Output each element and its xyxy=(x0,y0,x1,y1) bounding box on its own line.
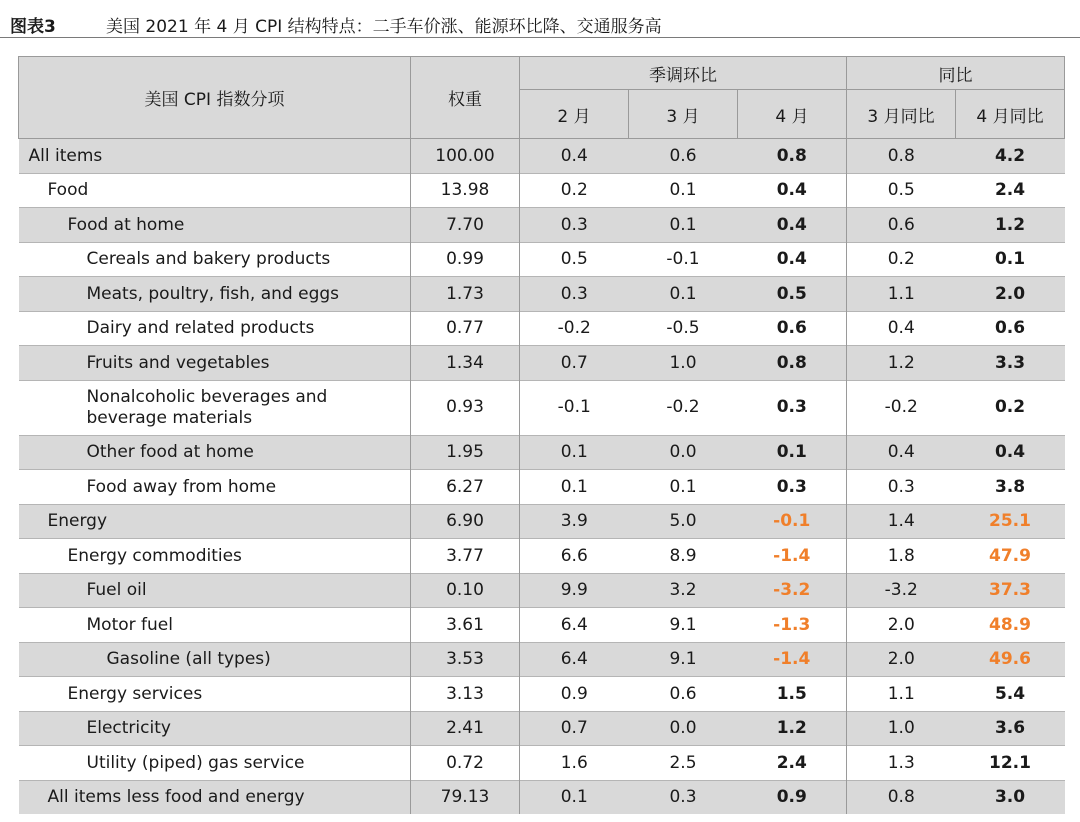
row-mom-mar: 2.5 xyxy=(629,746,738,781)
row-mom-apr: 0.1 xyxy=(738,435,847,470)
row-item-line2: beverage materials xyxy=(86,407,253,428)
row-yoy-mar: 1.1 xyxy=(847,277,956,312)
table-row xyxy=(19,504,1065,539)
row-yoy-apr: 0.2 xyxy=(956,380,1065,435)
row-yoy-apr: 12.1 xyxy=(956,746,1065,781)
table-row xyxy=(19,346,1065,381)
row-mom-apr: 0.5 xyxy=(738,277,847,312)
table-row xyxy=(19,173,1065,208)
row-mom-mar: 0.6 xyxy=(629,139,738,174)
row-weight: 0.72 xyxy=(411,746,520,781)
table-row xyxy=(19,677,1065,712)
row-yoy-apr: 2.0 xyxy=(956,277,1065,312)
row-yoy-apr: 1.2 xyxy=(956,208,1065,243)
row-weight: 79.13 xyxy=(411,780,520,814)
row-yoy-apr: 48.9 xyxy=(956,608,1065,643)
table-row xyxy=(19,139,1065,174)
row-mom-feb: 0.5 xyxy=(520,242,629,277)
row-yoy-mar: 1.3 xyxy=(847,746,956,781)
row-yoy-apr: 0.6 xyxy=(956,311,1065,346)
row-mom-mar: 8.9 xyxy=(629,539,738,574)
row-mom-apr: 0.8 xyxy=(738,346,847,381)
table-row xyxy=(19,435,1065,470)
row-mom-apr: 0.9 xyxy=(738,780,847,814)
row-weight: 1.95 xyxy=(411,435,520,470)
table-row xyxy=(19,711,1065,746)
row-mom-apr: 0.6 xyxy=(738,311,847,346)
row-mom-feb: 1.6 xyxy=(520,746,629,781)
row-mom-feb: 6.6 xyxy=(520,539,629,574)
row-yoy-apr: 2.4 xyxy=(956,173,1065,208)
row-weight: 1.34 xyxy=(411,346,520,381)
row-mom-feb: -0.2 xyxy=(520,311,629,346)
row-yoy-mar: 1.0 xyxy=(847,711,956,746)
header-mom-group: 季调环比 xyxy=(520,57,847,90)
table-header xyxy=(19,57,1065,139)
row-item: Fruits and vegetables xyxy=(19,346,411,381)
row-mom-mar: 3.2 xyxy=(629,573,738,608)
row-item: Fuel oil xyxy=(19,573,411,608)
row-item-line1: Nonalcoholic beverages and xyxy=(86,386,328,407)
row-yoy-apr: 37.3 xyxy=(956,573,1065,608)
row-yoy-mar: 0.6 xyxy=(847,208,956,243)
row-yoy-apr: 3.6 xyxy=(956,711,1065,746)
row-weight: 2.41 xyxy=(411,711,520,746)
row-mom-apr: 0.4 xyxy=(738,242,847,277)
row-weight: 3.77 xyxy=(411,539,520,574)
row-mom-feb: 9.9 xyxy=(520,573,629,608)
header-mom-mar: 3 月 xyxy=(629,90,738,139)
row-mom-mar: 0.0 xyxy=(629,435,738,470)
row-yoy-mar: 0.3 xyxy=(847,470,956,505)
row-yoy-mar: 1.1 xyxy=(847,677,956,712)
table-row xyxy=(19,277,1065,312)
row-yoy-apr: 49.6 xyxy=(956,642,1065,677)
row-mom-feb: 6.4 xyxy=(520,608,629,643)
row-yoy-mar: 0.5 xyxy=(847,173,956,208)
row-yoy-apr: 5.4 xyxy=(956,677,1065,712)
row-mom-mar: 0.1 xyxy=(629,470,738,505)
row-mom-feb: 0.2 xyxy=(520,173,629,208)
row-item: Food away from home xyxy=(19,470,411,505)
table-row xyxy=(19,208,1065,243)
row-yoy-apr: 4.2 xyxy=(956,139,1065,174)
row-yoy-mar: 0.2 xyxy=(847,242,956,277)
row-item: Electricity xyxy=(19,711,411,746)
row-yoy-mar: 2.0 xyxy=(847,642,956,677)
row-weight: 0.99 xyxy=(411,242,520,277)
figure-title: 美国 2021 年 4 月 CPI 结构特点：二手车价涨、能源环比降、交通服务高 xyxy=(106,17,662,37)
table-row xyxy=(19,642,1065,677)
row-mom-apr: 2.4 xyxy=(738,746,847,781)
figure-label: 图表3 xyxy=(10,17,56,37)
table-row xyxy=(19,539,1065,574)
row-mom-mar: 9.1 xyxy=(629,608,738,643)
row-weight: 0.77 xyxy=(411,311,520,346)
row-yoy-apr: 3.8 xyxy=(956,470,1065,505)
figure-caption xyxy=(0,0,1080,38)
row-item: Food xyxy=(19,173,411,208)
row-mom-apr: 0.3 xyxy=(738,470,847,505)
row-mom-mar: 0.1 xyxy=(629,277,738,312)
row-mom-feb: 0.4 xyxy=(520,139,629,174)
row-weight: 3.61 xyxy=(411,608,520,643)
table-row xyxy=(19,311,1065,346)
row-item: Food at home xyxy=(19,208,411,243)
row-item: Energy xyxy=(19,504,411,539)
row-mom-apr: -1.3 xyxy=(738,608,847,643)
row-mom-feb: 6.4 xyxy=(520,642,629,677)
header-yoy-group: 同比 xyxy=(847,57,1065,90)
header-item: 美国 CPI 指数分项 xyxy=(19,57,411,139)
row-mom-feb: 0.1 xyxy=(520,470,629,505)
row-mom-feb: 0.7 xyxy=(520,346,629,381)
table-row xyxy=(19,608,1065,643)
table-row xyxy=(19,746,1065,781)
row-mom-mar: 0.6 xyxy=(629,677,738,712)
row-mom-mar: -0.5 xyxy=(629,311,738,346)
row-yoy-mar: -3.2 xyxy=(847,573,956,608)
table-row xyxy=(19,380,1065,435)
row-item xyxy=(19,380,411,435)
row-mom-apr: 0.4 xyxy=(738,173,847,208)
row-mom-apr: 1.5 xyxy=(738,677,847,712)
row-mom-feb: 0.9 xyxy=(520,677,629,712)
row-mom-feb: 0.1 xyxy=(520,435,629,470)
header-mom-feb: 2 月 xyxy=(520,90,629,139)
row-mom-feb: -0.1 xyxy=(520,380,629,435)
row-weight: 6.90 xyxy=(411,504,520,539)
row-item: All items less food and energy xyxy=(19,780,411,814)
row-yoy-apr: 3.0 xyxy=(956,780,1065,814)
row-mom-apr: -0.1 xyxy=(738,504,847,539)
row-yoy-mar: 1.8 xyxy=(847,539,956,574)
row-mom-mar: 0.0 xyxy=(629,711,738,746)
row-item: Cereals and bakery products xyxy=(19,242,411,277)
row-mom-feb: 0.1 xyxy=(520,780,629,814)
row-yoy-apr: 0.4 xyxy=(956,435,1065,470)
row-yoy-mar: 0.4 xyxy=(847,311,956,346)
row-item: Energy services xyxy=(19,677,411,712)
row-weight: 100.00 xyxy=(411,139,520,174)
row-mom-feb: 0.3 xyxy=(520,208,629,243)
row-item: Utility (piped) gas service xyxy=(19,746,411,781)
row-weight: 0.93 xyxy=(411,380,520,435)
row-yoy-mar: 1.4 xyxy=(847,504,956,539)
row-mom-apr: -1.4 xyxy=(738,539,847,574)
row-yoy-mar: -0.2 xyxy=(847,380,956,435)
row-mom-mar: 0.3 xyxy=(629,780,738,814)
row-yoy-apr: 25.1 xyxy=(956,504,1065,539)
row-weight: 3.53 xyxy=(411,642,520,677)
row-mom-mar: 1.0 xyxy=(629,346,738,381)
row-item: Energy commodities xyxy=(19,539,411,574)
row-yoy-mar: 1.2 xyxy=(847,346,956,381)
row-mom-feb: 0.7 xyxy=(520,711,629,746)
row-mom-mar: 0.1 xyxy=(629,173,738,208)
table-body xyxy=(19,139,1065,815)
row-mom-apr: -3.2 xyxy=(738,573,847,608)
row-item: Other food at home xyxy=(19,435,411,470)
row-item: Motor fuel xyxy=(19,608,411,643)
row-mom-mar: -0.1 xyxy=(629,242,738,277)
row-yoy-mar: 0.8 xyxy=(847,139,956,174)
row-mom-apr: 0.3 xyxy=(738,380,847,435)
row-yoy-apr: 0.1 xyxy=(956,242,1065,277)
table-row xyxy=(19,470,1065,505)
row-mom-apr: 0.8 xyxy=(738,139,847,174)
row-mom-mar: -0.2 xyxy=(629,380,738,435)
row-yoy-apr: 47.9 xyxy=(956,539,1065,574)
row-item: Meats, poultry, fish, and eggs xyxy=(19,277,411,312)
row-yoy-apr: 3.3 xyxy=(956,346,1065,381)
header-yoy-mar: 3 月同比 xyxy=(847,90,956,139)
row-mom-feb: 3.9 xyxy=(520,504,629,539)
row-weight: 7.70 xyxy=(411,208,520,243)
row-mom-feb: 0.3 xyxy=(520,277,629,312)
header-weight: 权重 xyxy=(411,57,520,139)
row-item: Dairy and related products xyxy=(19,311,411,346)
row-weight: 13.98 xyxy=(411,173,520,208)
row-item: All items xyxy=(19,139,411,174)
row-mom-apr: 0.4 xyxy=(738,208,847,243)
table-row xyxy=(19,242,1065,277)
row-mom-mar: 5.0 xyxy=(629,504,738,539)
row-mom-mar: 0.1 xyxy=(629,208,738,243)
table-row xyxy=(19,780,1065,814)
row-weight: 6.27 xyxy=(411,470,520,505)
row-mom-apr: -1.4 xyxy=(738,642,847,677)
row-mom-mar: 9.1 xyxy=(629,642,738,677)
row-yoy-mar: 0.8 xyxy=(847,780,956,814)
row-yoy-mar: 0.4 xyxy=(847,435,956,470)
row-item: Gasoline (all types) xyxy=(19,642,411,677)
row-yoy-mar: 2.0 xyxy=(847,608,956,643)
header-yoy-apr: 4 月同比 xyxy=(956,90,1065,139)
row-weight: 3.13 xyxy=(411,677,520,712)
row-mom-apr: 1.2 xyxy=(738,711,847,746)
cpi-table xyxy=(18,56,1065,814)
table-row xyxy=(19,573,1065,608)
row-weight: 0.10 xyxy=(411,573,520,608)
header-mom-apr: 4 月 xyxy=(738,90,847,139)
row-weight: 1.73 xyxy=(411,277,520,312)
